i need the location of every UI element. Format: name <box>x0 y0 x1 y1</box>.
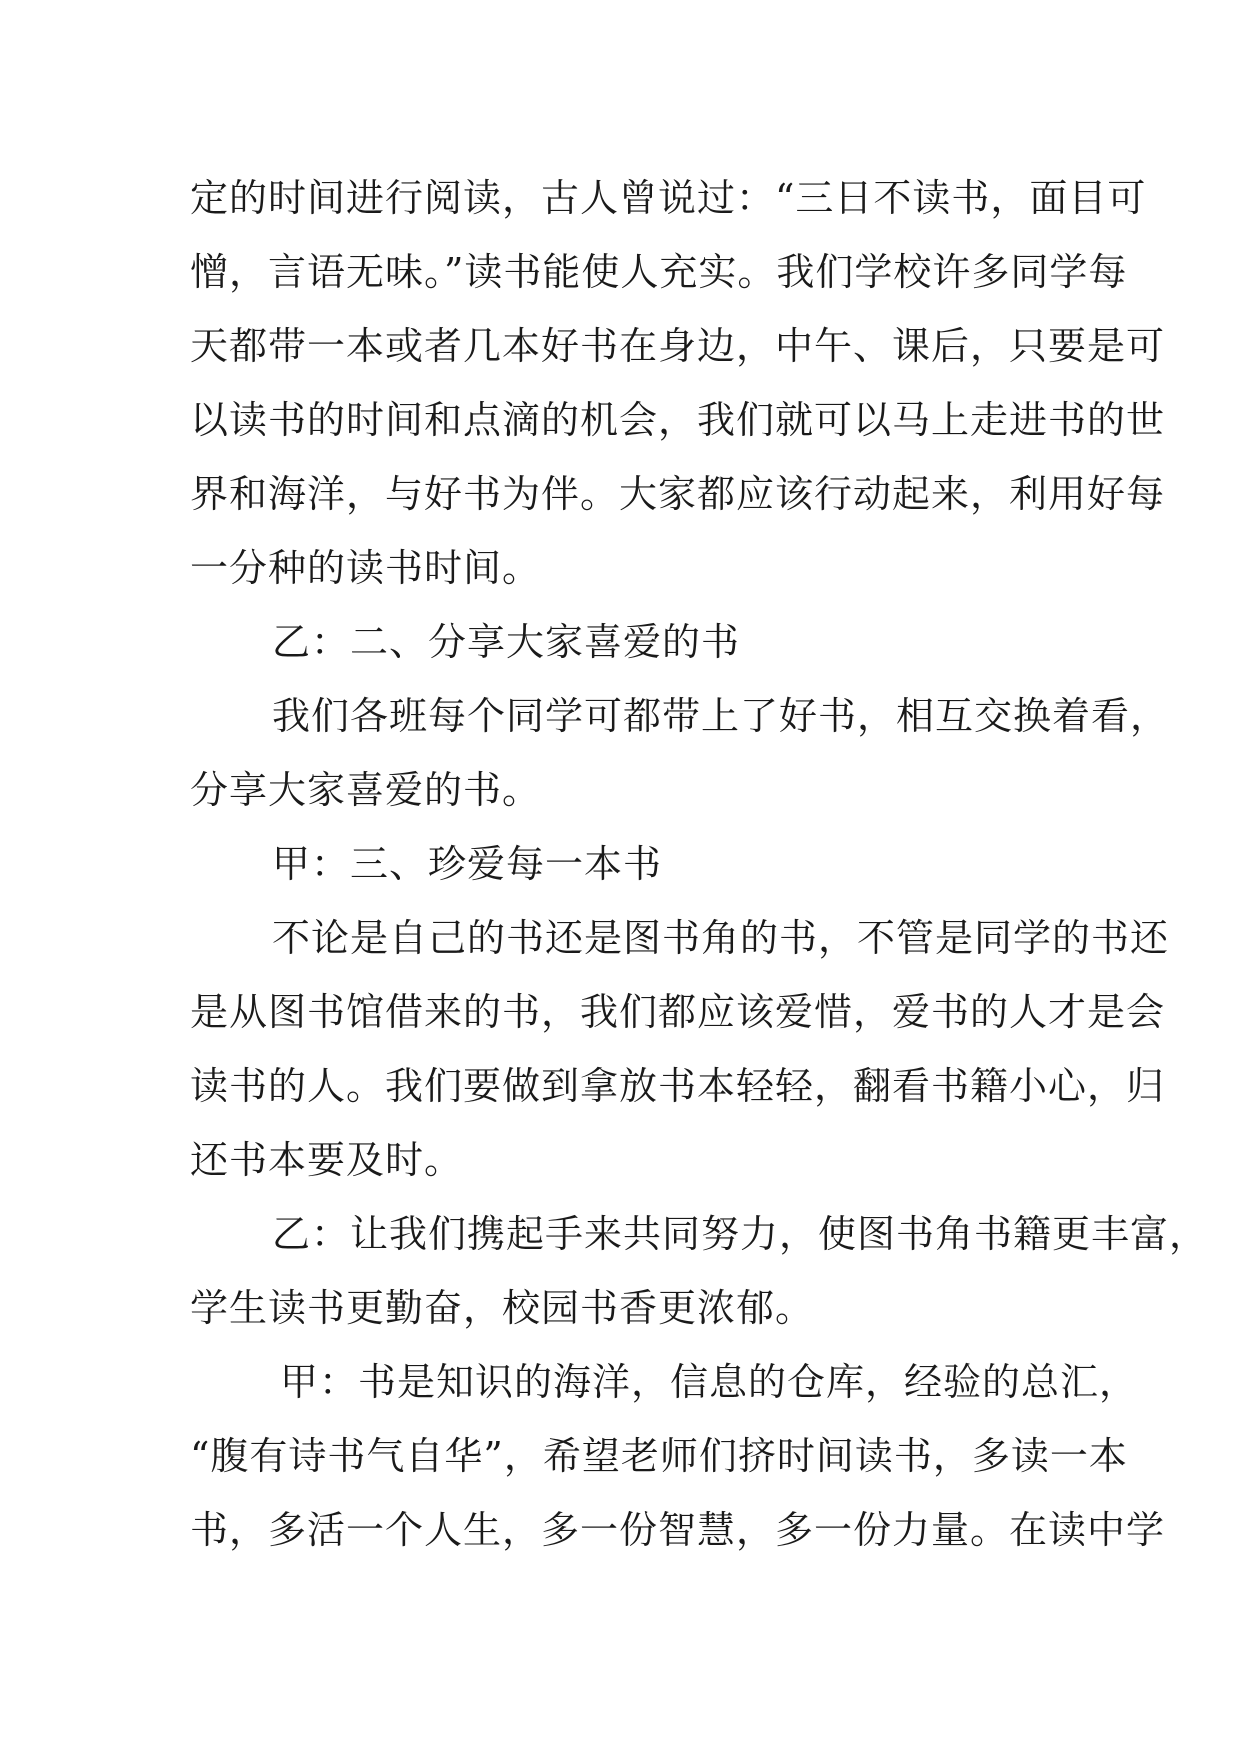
text-line: 是从图书馆借来的书，我们都应该爱惜，爱书的人才是会 <box>190 990 1166 1034</box>
section-heading: 甲：三、珍爱每一本书 <box>272 842 663 886</box>
text-line: 乙：让我们携起手来共同努力，使图书角书籍更丰富， <box>272 1212 1209 1256</box>
text-line: 以读书的时间和点滴的机会，我们就可以马上走进书的世 <box>190 398 1166 442</box>
text-line: 一分种的读书时间。 <box>190 546 542 590</box>
text-line: 书，多活一个人生，多一份智慧，多一份力量。在读中学 <box>190 1508 1166 1552</box>
section-heading: 乙：二、分享大家喜爱的书 <box>272 620 741 664</box>
text-line: 学生读书更勤奋，校园书香更浓郁。 <box>190 1286 815 1330</box>
text-line: 憎，言语无味。”读书能使人充实。我们学校许多同学每 <box>190 250 1128 294</box>
text-line: 天都带一本或者几本好书在身边，中午、课后，只要是可 <box>190 324 1166 368</box>
text-line: 我们各班每个同学可都带上了好书，相互交换着看， <box>272 694 1170 738</box>
text-line: 还书本要及时。 <box>190 1138 464 1182</box>
text-line: “腹有诗书气自华”，希望老师们挤时间读书，多读一本 <box>190 1434 1128 1478</box>
text-line: 不论是自己的书还是图书角的书，不管是同学的书还 <box>272 916 1170 960</box>
text-line: 定的时间进行阅读，古人曾说过：“三日不读书，面目可 <box>190 176 1147 220</box>
text-line: 读书的人。我们要做到拿放书本轻轻，翻看书籍小心，归 <box>190 1064 1166 1108</box>
text-line: 分享大家喜爱的书。 <box>190 768 542 812</box>
text-line: 甲：书是知识的海洋，信息的仓库，经验的总汇， <box>280 1360 1139 1404</box>
text-line: 界和海洋，与好书为伴。大家都应该行动起来，利用好每 <box>190 472 1166 516</box>
